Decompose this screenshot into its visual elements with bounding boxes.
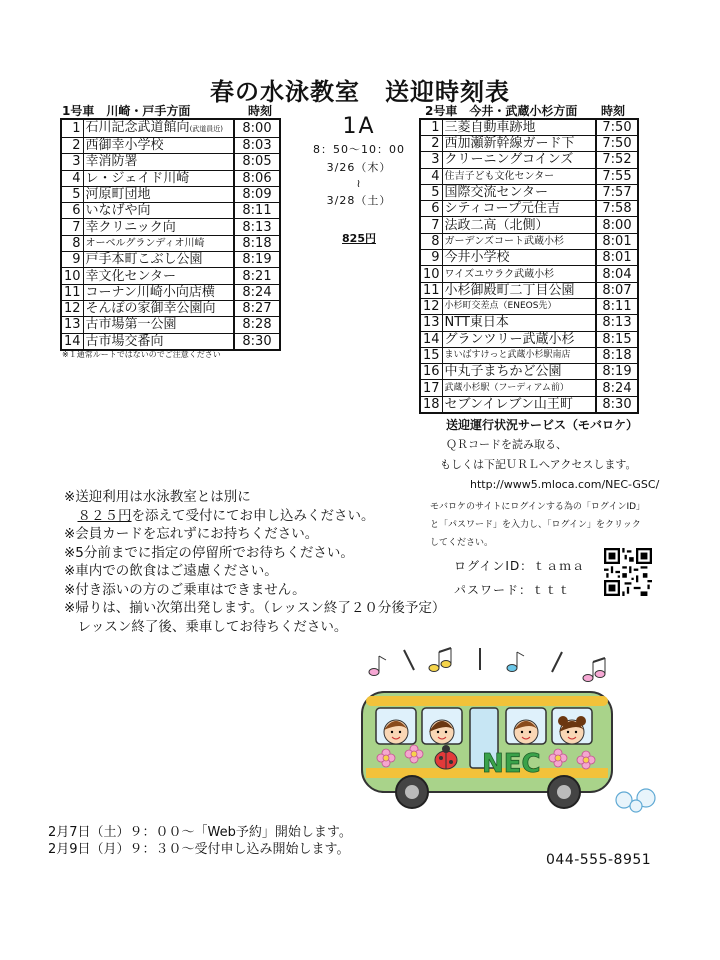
stop-number: 9 xyxy=(61,252,83,268)
stop-name-text: 小杉御殿町二丁目公園 xyxy=(444,282,575,298)
stop-name xyxy=(442,298,596,314)
stop-name-text: コーナン川崎小向店横 xyxy=(85,284,215,300)
stop-time: 8:24 xyxy=(234,284,280,300)
stop-number: 4 xyxy=(61,170,83,186)
stop-name xyxy=(442,396,596,413)
login-password: パスワード：ｔｔｔ xyxy=(454,583,572,597)
stop-name xyxy=(83,268,234,284)
stop-name-text: NTT東日本 xyxy=(444,315,509,331)
service-desc1: モバロケのサイトにログインする為の「ログインID」 xyxy=(430,502,646,512)
stop-time: 8:13 xyxy=(234,219,280,235)
stop-time: 8:30 xyxy=(596,396,638,413)
table-row xyxy=(61,203,280,219)
stop-time: 8:24 xyxy=(596,380,638,396)
table-row xyxy=(420,152,638,168)
stop-name xyxy=(83,186,234,202)
stop-time: 7:55 xyxy=(596,168,638,184)
stop-name xyxy=(442,184,596,200)
stop-name xyxy=(83,119,234,138)
stop-name-text: いなげや向 xyxy=(85,203,151,219)
notes-block xyxy=(64,488,445,636)
service-desc2: と「パスワード」を入力し、「ログイン」をクリック xyxy=(430,520,641,530)
table-row xyxy=(61,284,280,300)
stop-number: 5 xyxy=(420,184,442,200)
stop-name-text: 法政二高（北側） xyxy=(444,217,549,233)
stop-name-text: 古市場交番向 xyxy=(85,333,164,349)
stop-name-text: 中丸子まちかど公園 xyxy=(444,364,562,380)
note-5: ※付き添いの方のご乗車はできません。 xyxy=(64,581,306,598)
table-row xyxy=(61,138,280,154)
stop-number: 4 xyxy=(420,168,442,184)
table-row xyxy=(420,364,638,380)
stop-name xyxy=(442,315,596,331)
stop-number: 17 xyxy=(420,380,442,396)
stop-time: 8:18 xyxy=(234,235,280,251)
stop-number: 11 xyxy=(61,284,83,300)
table-row xyxy=(61,154,280,170)
stop-name xyxy=(442,266,596,282)
stop-number: 5 xyxy=(61,186,83,202)
service-line1: ＱＲコードを読み取る、 xyxy=(446,438,567,451)
stop-name-text: グランツリー武蔵小杉 xyxy=(444,331,575,347)
stop-name-text: 幸文化センター xyxy=(85,268,177,284)
stop-name xyxy=(442,331,596,347)
note-4: ※車内での飲食はご遠慮ください。 xyxy=(64,563,278,579)
stop-name xyxy=(83,138,234,154)
fee-amount: 825円 xyxy=(342,232,376,245)
stop-name-text: 古市場第一公園 xyxy=(85,317,177,333)
table-row xyxy=(61,170,280,186)
stop-name xyxy=(442,380,596,396)
note-1a: ※送迎利用は水泳教室とは別に xyxy=(64,489,251,505)
stop-time: 8:01 xyxy=(596,233,638,249)
stop-name-text: 三菱自動車跡地 xyxy=(444,120,536,135)
stop-name-text: レ・ジェイド川崎 xyxy=(85,170,190,186)
stop-number: 3 xyxy=(420,152,442,168)
route1-table xyxy=(60,118,281,351)
table-row xyxy=(420,298,638,314)
stop-name-text: 幸クリニック向 xyxy=(85,219,176,235)
stop-number: 8 xyxy=(420,233,442,249)
stop-number: 3 xyxy=(61,154,83,170)
stop-name-text: 西加瀬新幹線ガード下 xyxy=(444,136,575,152)
stop-name-text: 戸手本町こぶし公園 xyxy=(85,252,203,268)
stop-time: 8:01 xyxy=(596,250,638,266)
stop-name xyxy=(442,250,596,266)
stop-time: 8:28 xyxy=(234,317,280,333)
stop-name xyxy=(442,233,596,249)
stop-name xyxy=(442,119,596,136)
stop-name-text: 幸消防署 xyxy=(85,154,138,170)
login-id: ログインID：ｔａｍａ xyxy=(454,559,586,573)
stop-name-text: オーベルグランディオ川崎 xyxy=(85,237,205,249)
table-row xyxy=(420,136,638,152)
qr-code-icon[interactable] xyxy=(604,548,652,596)
stop-time: 8:18 xyxy=(596,347,638,363)
stop-name xyxy=(83,300,234,316)
page-title: 春の水泳教室 送迎時刻表 xyxy=(210,78,510,106)
route1-footnote: ※１通常ルートではないのでご注意ください xyxy=(62,350,221,359)
stop-name xyxy=(442,347,596,363)
schedule-line1: 2月7日（土）９：００～「Web予約」開始します。 xyxy=(48,825,352,840)
stop-time: 7:52 xyxy=(596,152,638,168)
service-desc3: してください。 xyxy=(430,538,494,548)
route2-table xyxy=(419,118,639,414)
stop-time: 8:09 xyxy=(234,186,280,202)
stop-number: 8 xyxy=(61,235,83,251)
stop-number: 1 xyxy=(420,119,442,136)
stop-number: 15 xyxy=(420,347,442,363)
stop-note: (武道員近) xyxy=(189,125,224,133)
table-row xyxy=(420,266,638,282)
class-info xyxy=(300,114,418,246)
table-row xyxy=(61,235,280,251)
note-2: ※会員カードを忘れずにお持ちください。 xyxy=(64,526,319,542)
stop-name-text: まいばすけっと武蔵小杉駅南店 xyxy=(444,350,571,360)
stop-name xyxy=(83,170,234,186)
table-row xyxy=(61,300,280,316)
note-1b xyxy=(64,507,445,526)
table-row xyxy=(420,396,638,413)
stop-time: 8:06 xyxy=(234,170,280,186)
stop-time: 7:50 xyxy=(596,136,638,152)
stop-name-text: ワイズユウラク武蔵小杉 xyxy=(444,268,555,280)
route1-header xyxy=(62,102,282,119)
stop-number: 10 xyxy=(420,266,442,282)
stop-name-text: 国際交流センター xyxy=(444,185,549,201)
route1-header-label: 1号車 川崎・戸手方面 xyxy=(62,104,191,118)
note-1b-rest: を添えて受付にてお申し込みください。 xyxy=(131,507,375,524)
service-url[interactable]: http://www5.mloca.com/NEC-GSC/ xyxy=(470,478,660,491)
table-row xyxy=(420,380,638,396)
route1-time-header: 時刻 xyxy=(248,104,273,118)
stop-time: 8:30 xyxy=(234,333,280,350)
stop-number: 9 xyxy=(420,250,442,266)
stop-time: 8:11 xyxy=(234,203,280,219)
table-row xyxy=(420,282,638,298)
stop-number: 18 xyxy=(420,396,442,413)
stop-name-text: ガーデンズコート武蔵小杉 xyxy=(444,235,565,247)
schedule-line2: 2月9日（月）９：３０～受付申し込み開始します。 xyxy=(48,842,350,857)
stop-number: 1 xyxy=(61,119,83,138)
stop-number: 11 xyxy=(420,282,442,298)
class-name: 1A xyxy=(342,114,376,139)
stop-name xyxy=(83,284,234,300)
note-7: レッスン終了後、乗車してお待ちください。 xyxy=(64,618,348,635)
stop-time: 7:57 xyxy=(596,184,638,200)
stop-number: 12 xyxy=(420,298,442,314)
stop-name xyxy=(442,136,596,152)
stop-name xyxy=(442,201,596,217)
note-fee: ８２５円 xyxy=(77,507,132,524)
table-row xyxy=(61,333,280,350)
class-time: 8：50～10：00 xyxy=(313,143,405,156)
service-line2: もしくは下記ＵＲＬへアクセスします。 xyxy=(440,458,637,471)
stop-number: 7 xyxy=(61,219,83,235)
stop-name xyxy=(442,364,596,380)
stop-time: 8:13 xyxy=(596,315,638,331)
stop-name-text: クリーニングコインズ xyxy=(444,152,574,168)
table-row xyxy=(61,317,280,333)
stop-name xyxy=(442,168,596,184)
stop-time: 8:15 xyxy=(596,331,638,347)
route2-header-label: 2号車 今井・武蔵小杉方面 xyxy=(425,104,578,118)
table-row xyxy=(420,119,638,136)
table-row xyxy=(61,119,280,138)
table-row xyxy=(420,184,638,200)
stop-number: 16 xyxy=(420,364,442,380)
stop-number: 6 xyxy=(420,201,442,217)
stop-name xyxy=(83,219,234,235)
stop-name xyxy=(83,154,234,170)
stop-name-text: 河原町団地 xyxy=(85,187,151,203)
table-row xyxy=(420,250,638,266)
stop-name-text: 住吉子ども文化センター xyxy=(444,170,555,182)
stop-time: 8:03 xyxy=(234,138,280,154)
table-row xyxy=(61,219,280,235)
phone-number: 044-555-8951 xyxy=(546,852,652,868)
stop-name-text: シティコープ元住吉 xyxy=(444,201,560,217)
stop-time: 8:21 xyxy=(234,268,280,284)
table-row xyxy=(61,186,280,202)
stop-time: 7:58 xyxy=(596,201,638,217)
stop-number: 10 xyxy=(61,268,83,284)
stop-name xyxy=(442,282,596,298)
stop-number: 2 xyxy=(420,136,442,152)
table-row xyxy=(420,168,638,184)
stop-name-text: そんぽの家御幸公園向 xyxy=(85,301,216,317)
bus-illustration xyxy=(352,640,672,820)
stop-number: 7 xyxy=(420,217,442,233)
bus-logo: NEC xyxy=(482,749,541,779)
stop-time: 8:19 xyxy=(596,364,638,380)
stop-number: 14 xyxy=(420,331,442,347)
stop-number: 14 xyxy=(61,333,83,350)
note-6: ※帰りは、揃い次第出発します。（レッスン終了２０分後予定） xyxy=(64,600,446,616)
stop-number: 12 xyxy=(61,300,83,316)
route2-header xyxy=(425,102,645,119)
exhaust-cloud-icon xyxy=(616,789,655,812)
stop-number: 2 xyxy=(61,138,83,154)
stop-time: 8:19 xyxy=(234,252,280,268)
table-row xyxy=(420,201,638,217)
table-row xyxy=(420,315,638,331)
table-row xyxy=(61,268,280,284)
stop-name xyxy=(83,317,234,333)
table-row xyxy=(61,252,280,268)
stop-number: 13 xyxy=(420,315,442,331)
route2-time-header: 時刻 xyxy=(601,104,626,118)
service-title: 送迎運行状況サービス（モバロケ） xyxy=(446,418,639,432)
date-start: 3/26（木） xyxy=(326,161,392,174)
stop-time: 8:07 xyxy=(596,282,638,298)
table-row xyxy=(420,217,638,233)
table-row xyxy=(420,233,638,249)
stop-time: 7:50 xyxy=(596,119,638,136)
date-tilde: ≀ xyxy=(356,177,362,190)
note-3: ※5分前までに指定の停留所でお待ちください。 xyxy=(64,544,354,561)
stop-time: 8:05 xyxy=(234,154,280,170)
stop-name xyxy=(442,217,596,233)
stop-name xyxy=(83,252,234,268)
stop-number: 13 xyxy=(61,317,83,333)
stop-name xyxy=(442,152,596,168)
stop-name xyxy=(83,333,234,350)
stop-name xyxy=(83,203,234,219)
table-row xyxy=(420,347,638,363)
stop-number: 6 xyxy=(61,203,83,219)
stop-name-text: 武蔵小杉駅（フーディアム前） xyxy=(444,382,569,393)
stop-time: 8:00 xyxy=(234,119,280,138)
table-row xyxy=(420,331,638,347)
stop-name xyxy=(83,235,234,251)
stop-name-text: セブンイレブン山王町 xyxy=(444,396,573,412)
stop-time: 8:27 xyxy=(234,300,280,316)
stop-name-text: 今井小学校 xyxy=(444,250,510,266)
stop-name-text: 石川記念武道館向 xyxy=(85,120,190,135)
stop-name-text: 小杉町交差点（ENEOS先） xyxy=(444,301,557,312)
stop-time: 8:11 xyxy=(596,298,638,314)
stop-time: 8:00 xyxy=(596,217,638,233)
stop-time: 8:04 xyxy=(596,266,638,282)
stop-name-text: 西御幸小学校 xyxy=(85,138,164,154)
date-end: 3/28（土） xyxy=(326,194,392,207)
